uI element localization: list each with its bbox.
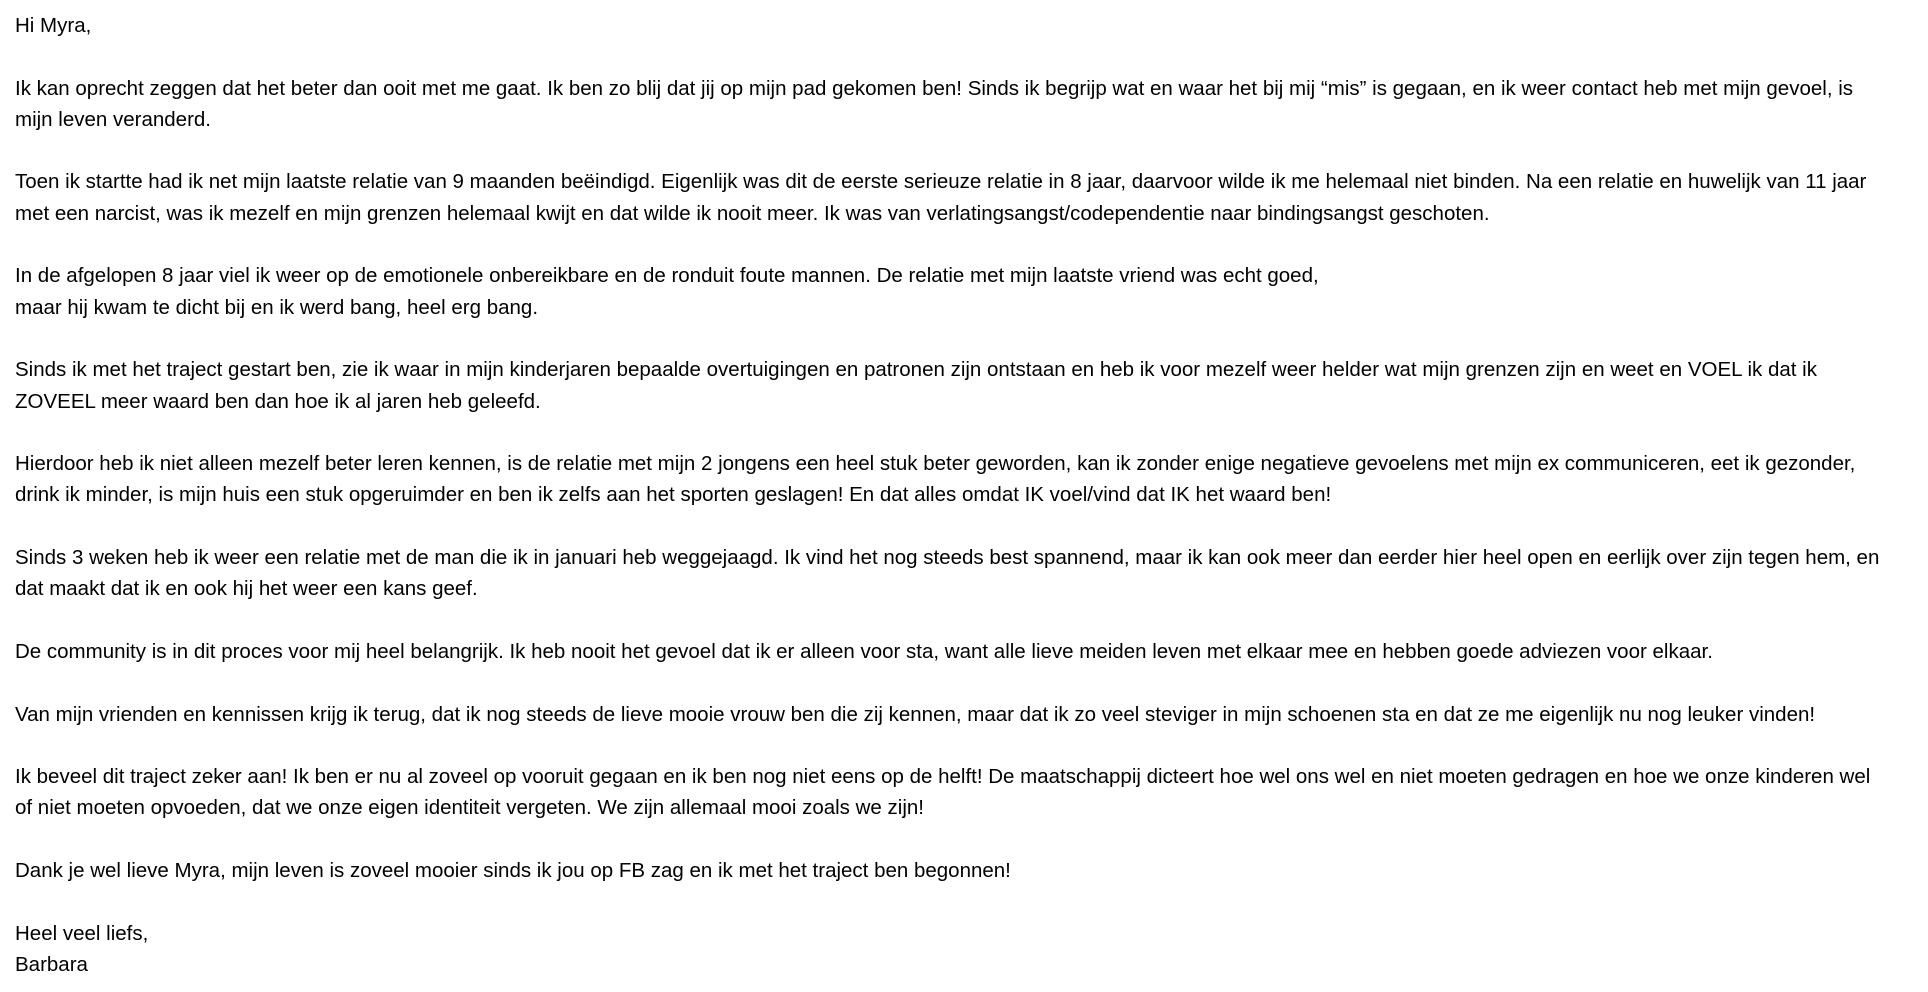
paragraph-line: met een narcist, was ik mezelf en mijn grenzen helemaal kwijt en dat wilde ik nooit meer. Ik was van verlatingsangst/codependentie naar bindingsangst geschoten. (15, 201, 1490, 225)
paragraph-4 (15, 354, 1920, 417)
paragraph-line: ZOVEEL meer waard ben dan hoe ik al jaren heb geleefd. (15, 389, 541, 413)
paragraph-line: Ik beveel dit traject zeker aan! Ik ben er nu al zoveel op vooruit gegaan en ik ben nog niet eens op de helft! De maatschappij dicteert hoe wel ons wel en niet moeten gedragen en hoe we onze kinderen wel (15, 765, 1871, 789)
paragraph-10 (15, 855, 1920, 886)
paragraph-9 (15, 761, 1920, 824)
greeting (15, 10, 1920, 41)
signature: Barbara (15, 952, 88, 976)
paragraph-line: of niet moeten opvoeden, dat we onze eigen identiteit vergeten. We zijn allemaal mooi zoals we zijn! (15, 796, 924, 820)
paragraph-line: De community is in dit proces voor mij heel belangrijk. Ik heb nooit het gevoel dat ik er alleen voor sta, want alle lieve meiden leven met elkaar mee en hebben goede adviezen voor elkaar. (15, 639, 1713, 663)
paragraph-6 (15, 542, 1920, 605)
paragraph-line: Van mijn vrienden en kennissen krijg ik terug, dat ik nog steeds de lieve mooie vrouw ben die zij kennen, maar dat ik zo veel steviger in mijn schoenen sta en dat ze me eigenlijk nu nog leuker vinden! (15, 702, 1816, 726)
closing: Heel veel liefs, (15, 921, 149, 945)
paragraph-5 (15, 448, 1920, 511)
paragraph-8 (15, 699, 1920, 730)
paragraph-line: Hierdoor heb ik niet alleen mezelf beter leren kennen, is de relatie met mijn 2 jongens een heel stuk beter geworden, kan ik zonder enige negatieve gevoelens met mijn ex communiceren, eet ik gezonder, (15, 452, 1856, 476)
paragraph-line: Toen ik startte had ik net mijn laatste relatie van 9 maanden beëindigd. Eigenlijk was dit de eerste serieuze relatie in 8 jaar, daarvoor wilde ik me helemaal niet binden. Na een relatie en huwelijk van 11 jaar (15, 170, 1867, 194)
letter-body (15, 10, 1920, 980)
sign-off (15, 918, 1920, 981)
paragraph-line: dat maakt dat ik en ook hij het weer een kans geef. (15, 577, 478, 601)
paragraph-line: mijn leven veranderd. (15, 107, 211, 131)
paragraph-7 (15, 636, 1920, 667)
paragraph-1 (15, 73, 1920, 136)
paragraph-line: Ik kan oprecht zeggen dat het beter dan ooit met me gaat. Ik ben zo blij dat jij op mijn pad gekomen ben! Sinds ik begrijp wat en waar het bij mij “mis” is gegaan, en ik weer contact heb met mijn gevoel, is (15, 76, 1854, 100)
greeting-line: Hi Myra, (15, 14, 92, 37)
paragraph-2 (15, 166, 1920, 229)
paragraph-line: Sinds ik met het traject gestart ben, zie ik waar in mijn kinderjaren bepaalde overtuigingen en patronen zijn ontstaan en heb ik voor mezelf weer helder wat mijn grenzen zijn en weet en VOEL ik dat ik (15, 358, 1817, 382)
paragraph-line: In de afgelopen 8 jaar viel ik weer op de emotionele onbereikbare en de ronduit foute mannen. De relatie met mijn laatste vriend was echt goed, (15, 264, 1319, 288)
paragraph-line: maar hij kwam te dicht bij en ik werd bang, heel erg bang. (15, 295, 539, 319)
paragraph-line: Sinds 3 weken heb ik weer een relatie met de man die ik in januari heb weggejaagd. Ik vind het nog steeds best spannend, maar ik kan ook meer dan eerder hier heel open en eerlijk over zijn tegen hem, en (15, 546, 1880, 570)
paragraph-line: Dank je wel lieve Myra, mijn leven is zoveel mooier sinds ik jou op FB zag en ik met het traject ben begonnen! (15, 859, 1011, 883)
paragraph-3 (15, 260, 1920, 323)
paragraph-line: drink ik minder, is mijn huis een stuk opgeruimder en ben ik zelfs aan het sporten geslagen! En dat alles omdat IK voel/vind dat IK het waard ben! (15, 483, 1332, 507)
